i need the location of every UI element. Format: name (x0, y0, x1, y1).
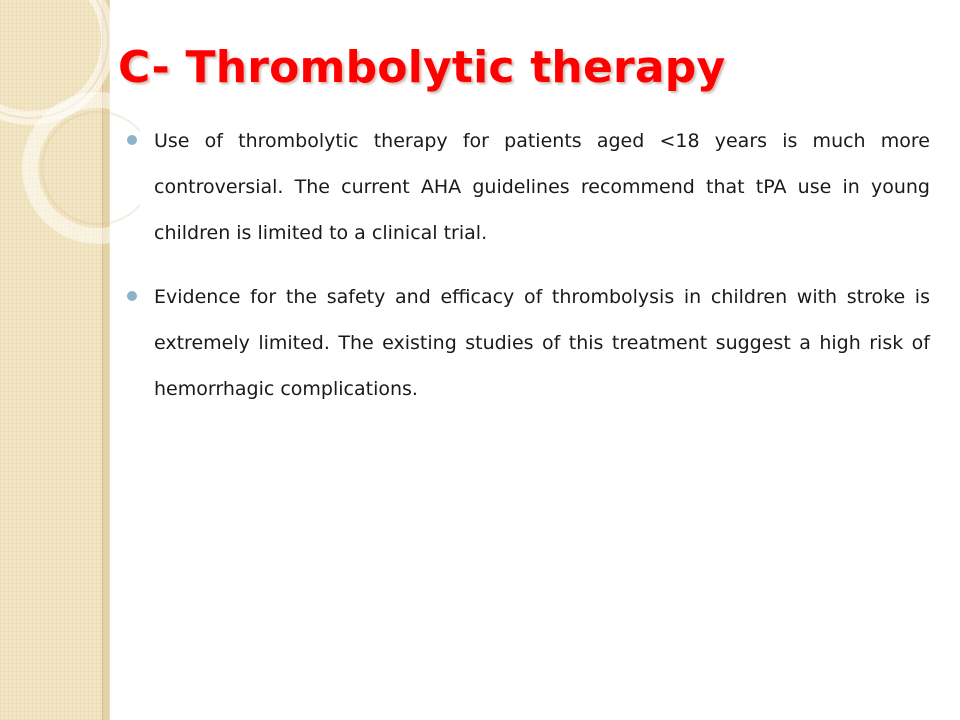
bullet-icon (127, 291, 137, 301)
bullet-icon (127, 135, 137, 145)
bullet-text: Evidence for the safety and efficacy of thrombolysis in children with stroke is extremely limited. The existing studies of this treatment suggest a high risk of hemorrhagic complications. (154, 286, 930, 400)
bullet-text: Use of thrombolytic therapy for patients aged <18 years is much more controversial. The current AHA guidelines recommend that tPA use in young children is limited to a clinical trial. (154, 130, 930, 244)
slide-title: C- Thrombolytic therapy (118, 42, 726, 93)
list-item (126, 118, 930, 256)
list-item (126, 274, 930, 412)
bullet-list (126, 118, 930, 430)
